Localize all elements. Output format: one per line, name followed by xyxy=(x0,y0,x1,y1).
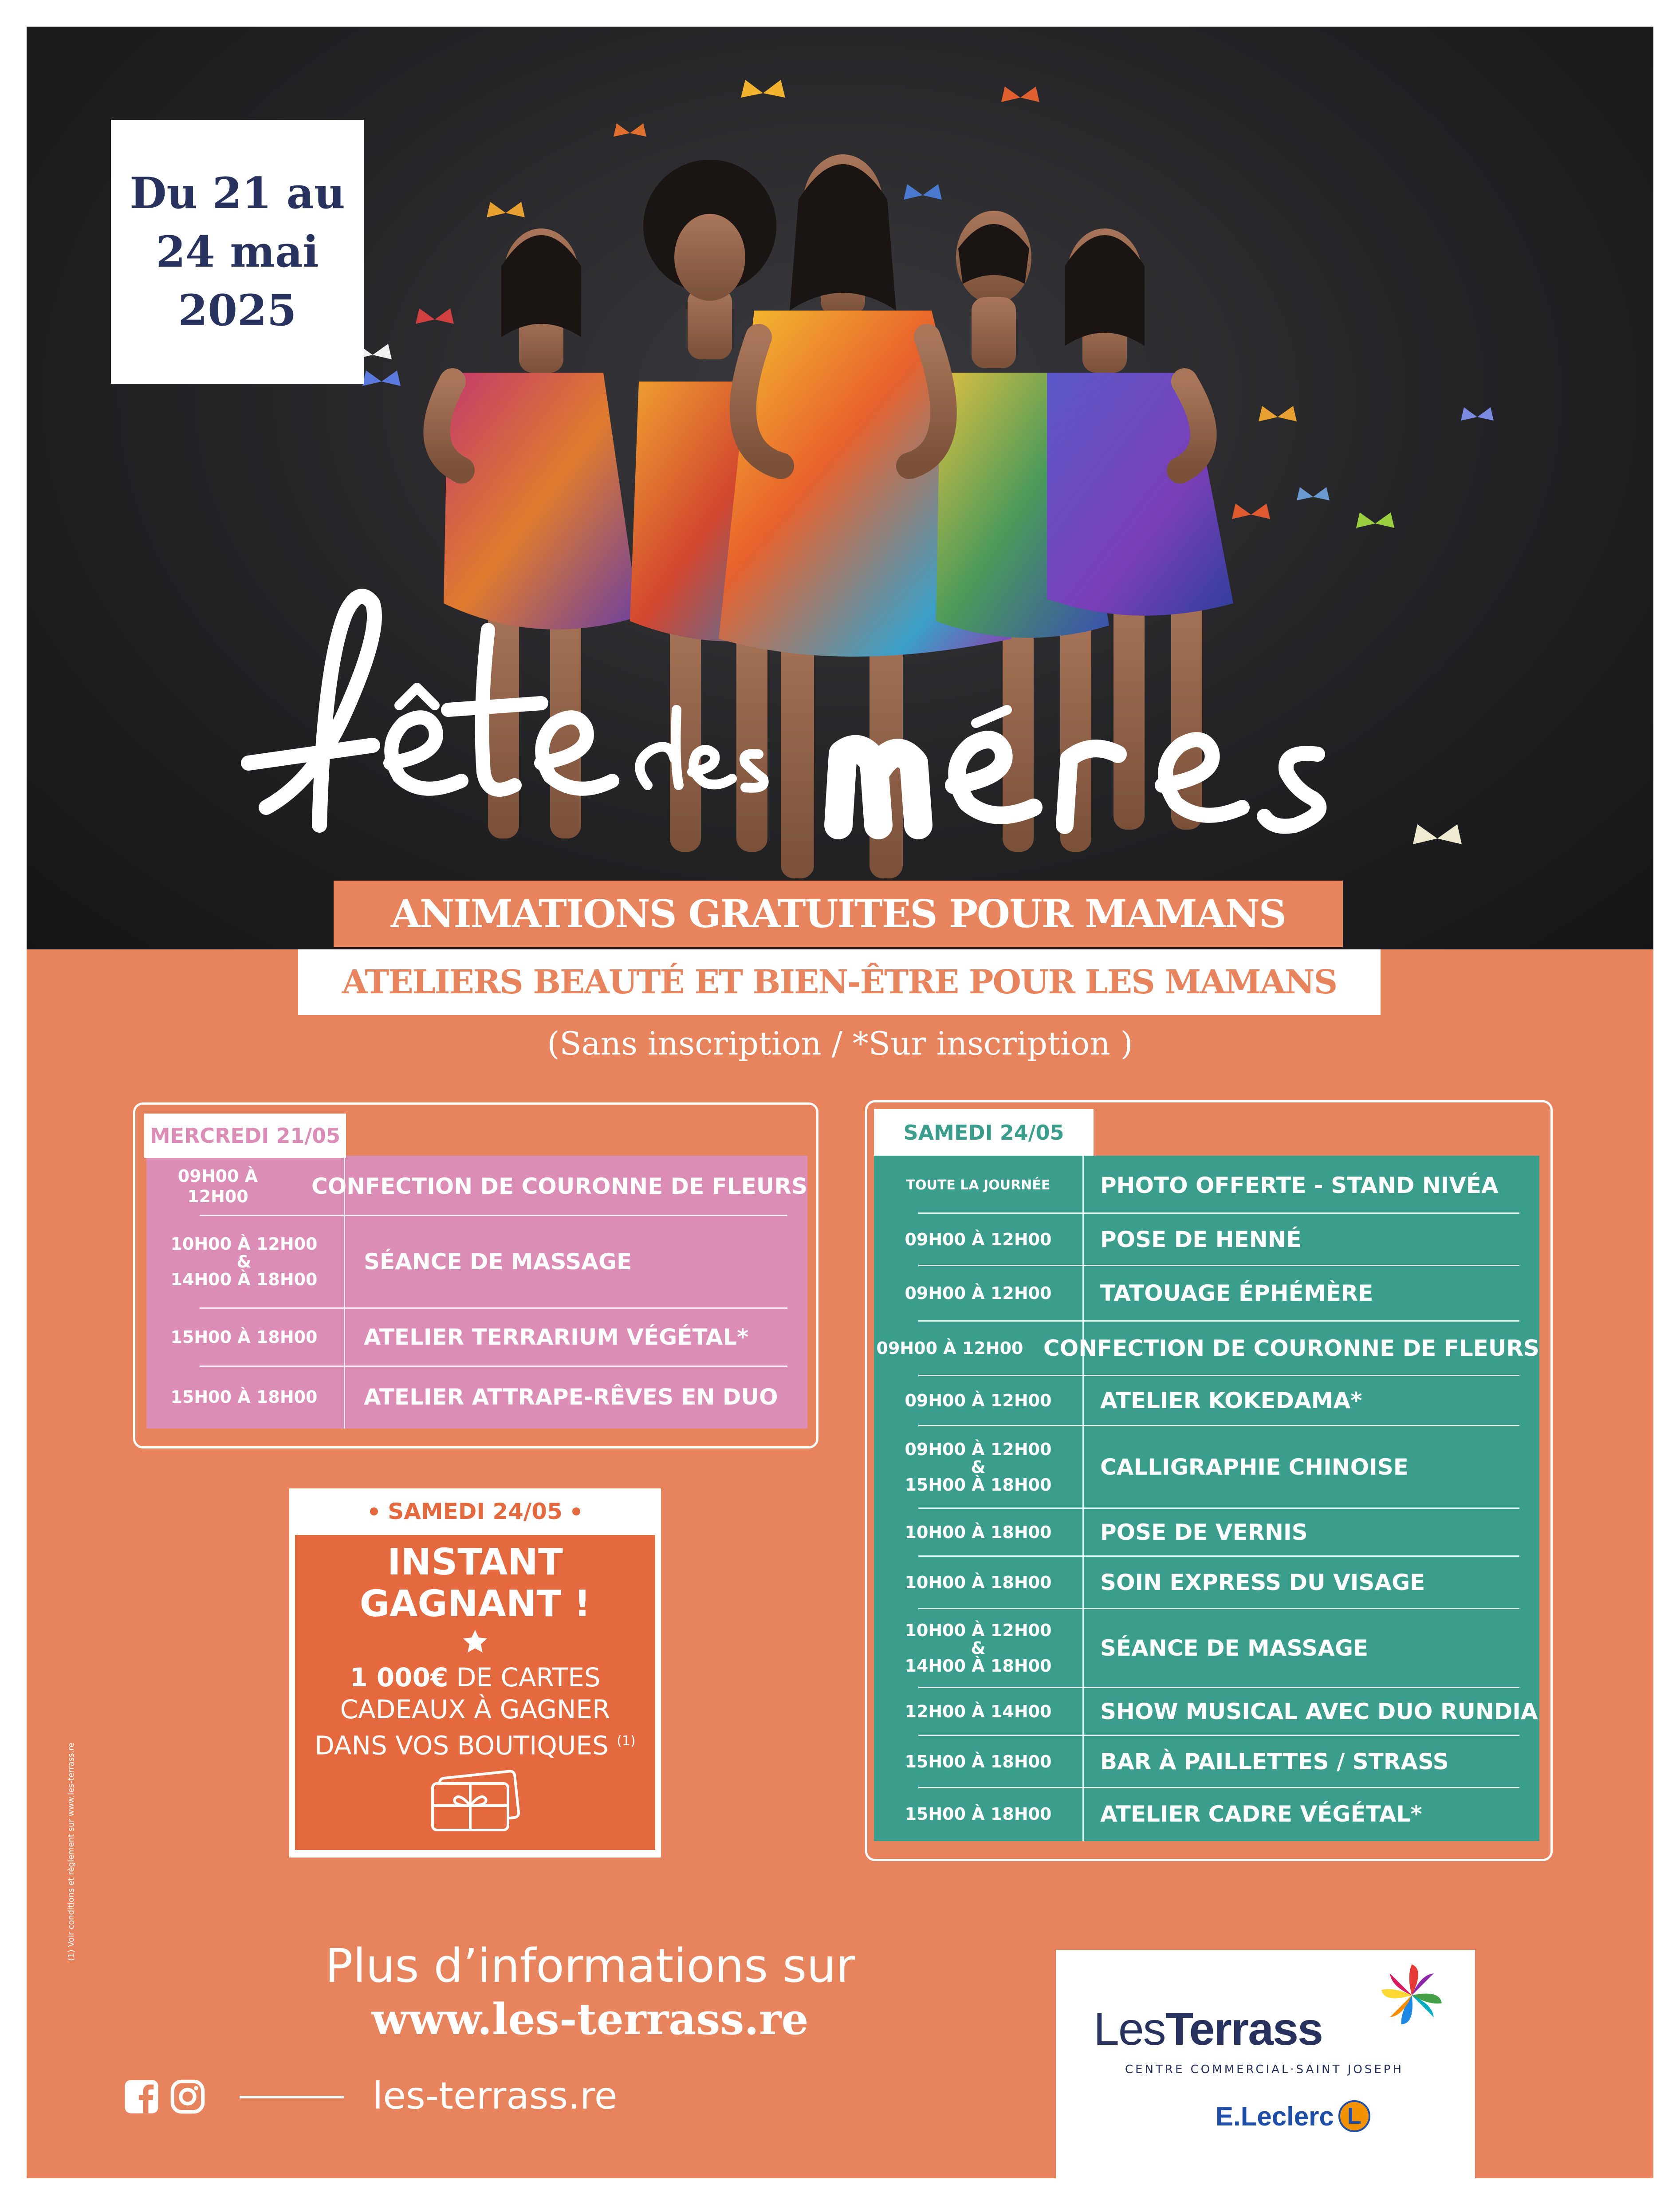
row-time: 15H00 À 18H00 xyxy=(170,1327,318,1347)
row-activity: ATELIER CADRE VÉGÉTAL* xyxy=(1100,1801,1422,1827)
row-time: TOUTE LA JOURNÉE xyxy=(906,1177,1050,1193)
row-activity: SÉANCE DE MASSAGE xyxy=(364,1249,632,1275)
registration-note: (Sans inscription / *Sur inscription ) xyxy=(547,1025,1133,1062)
social-separator-line xyxy=(240,2096,344,2098)
prize-text-line-1: DE CARTES xyxy=(456,1662,601,1692)
row-activity: SÉANCE DE MASSAGE xyxy=(1100,1635,1369,1661)
row-time: 09H00 À 12H00 xyxy=(876,1338,1023,1358)
bullet-dot xyxy=(572,1507,580,1515)
table-row xyxy=(146,1158,807,1215)
table-row xyxy=(874,1688,1539,1735)
legal-notice: (1) Voir conditions et règlement sur www.les-terrass.re xyxy=(67,1742,76,1961)
row-activity: ATELIER ATTRAPE-RÊVES EN DUO xyxy=(364,1384,778,1410)
row-time: 09H00 À 12H00 & 15H00 À 18H00 xyxy=(905,1439,1052,1495)
row-time: 15H00 À 18H00 xyxy=(170,1387,318,1407)
row-activity: TATOUAGE ÉPHÉMÈRE xyxy=(1100,1280,1373,1306)
facebook-icon[interactable] xyxy=(123,2078,160,2115)
table-row xyxy=(874,1557,1539,1608)
table-row xyxy=(146,1216,807,1307)
row-activity: ATELIER TERRARIUM VÉGÉTAL* xyxy=(364,1324,749,1350)
saturday-tab: SAMEDI 24/05 xyxy=(874,1109,1094,1156)
banner-secondary-text: ATELIERS BEAUTÉ ET BIEN-ÊTRE POUR LES MAMANS xyxy=(342,963,1337,1001)
table-row xyxy=(874,1376,1539,1425)
table-row xyxy=(146,1309,807,1366)
table-row xyxy=(874,1158,1539,1212)
row-activity: ATELIER KOKEDAMA* xyxy=(1100,1388,1362,1413)
instant-win-date-text: SAMEDI 24/05 xyxy=(388,1499,563,1524)
event-dates: Du 21 au 24 mai 2025 xyxy=(130,168,345,335)
row-activity: SOIN EXPRESS DU VISAGE xyxy=(1100,1569,1425,1595)
row-activity: CONFECTION DE COURONNE DE FLEURS xyxy=(1043,1335,1539,1361)
row-time: 09H00 À 12H00 xyxy=(177,1166,258,1206)
row-activity: PHOTO OFFERTE - STAND NIVÉA xyxy=(1100,1172,1499,1198)
gift-card-icon xyxy=(424,1770,526,1834)
row-time: 12H00 À 14H00 xyxy=(905,1701,1052,1721)
prize-text-line-3: DANS VOS BOUTIQUES xyxy=(315,1730,609,1761)
table-row xyxy=(874,1322,1539,1375)
instagram-icon[interactable] xyxy=(169,2078,206,2115)
row-time: 10H00 À 18H00 xyxy=(905,1572,1052,1592)
leclerc-wordmark: E.Leclerc xyxy=(1216,2101,1334,2131)
instant-win-description xyxy=(295,1661,655,1761)
row-activity: POSE DE HENNÉ xyxy=(1100,1226,1302,1252)
leclerc-l-icon: L xyxy=(1338,2100,1370,2132)
table-row xyxy=(146,1367,807,1427)
row-time: 10H00 À 18H00 xyxy=(905,1522,1052,1542)
row-time: 09H00 À 12H00 xyxy=(905,1283,1052,1303)
social-handle[interactable]: les-terrass.re xyxy=(373,2074,618,2117)
table-row xyxy=(874,1426,1539,1507)
instant-win-title: INSTANT GAGNANT ! xyxy=(359,1541,591,1625)
instant-win-date xyxy=(289,1496,661,1527)
table-row xyxy=(874,1266,1539,1320)
row-time: 15H00 À 18H00 xyxy=(905,1804,1052,1824)
table-row xyxy=(874,1609,1539,1687)
table-row xyxy=(874,1736,1539,1787)
row-time: 10H00 À 12H00 & 14H00 À 18H00 xyxy=(170,1234,318,1289)
row-time: 09H00 À 12H00 xyxy=(905,1391,1052,1410)
more-info-line: Plus d’informations sur xyxy=(325,1939,855,1993)
row-time: 09H00 À 12H00 xyxy=(905,1229,1052,1249)
wednesday-tab: MERCREDI 21/05 xyxy=(144,1114,346,1158)
row-time: 15H00 À 18H00 xyxy=(905,1751,1052,1771)
script-headline-fete-des-meres xyxy=(213,577,1544,932)
star-icon xyxy=(461,1628,489,1656)
prize-amount: 1 000€ xyxy=(350,1662,449,1692)
row-activity: BAR À PAILLETTES / STRASS xyxy=(1100,1748,1449,1775)
row-activity: CALLIGRAPHIE CHINOISE xyxy=(1100,1454,1409,1480)
row-time: 10H00 À 12H00 & 14H00 À 18H00 xyxy=(905,1620,1052,1676)
date-box xyxy=(111,120,364,384)
brand-wordmark xyxy=(1094,2003,1322,2056)
banner-free-animations xyxy=(334,881,1343,947)
table-row xyxy=(874,1788,1539,1839)
les-terrass-logo-box xyxy=(1056,1950,1475,2178)
banner-beauty-workshops xyxy=(298,949,1381,1015)
banner-primary-text: ANIMATIONS GRATUITES POUR MAMANS xyxy=(391,891,1286,937)
row-activity: CONFECTION DE COURONNE DE FLEURS xyxy=(311,1173,807,1199)
leclerc-logo xyxy=(1216,2096,1370,2136)
row-activity: POSE DE VERNIS xyxy=(1100,1519,1308,1545)
bullet-dot xyxy=(370,1507,378,1515)
table-row xyxy=(874,1214,1539,1265)
brand-word-les: Les xyxy=(1094,2003,1165,2055)
footnote-mark: (1) xyxy=(617,1733,636,1749)
pinwheel-logo-icon xyxy=(1380,1963,1444,2027)
website-link[interactable]: www.les-terrass.re xyxy=(371,1994,809,2044)
table-row xyxy=(874,1509,1539,1555)
brand-tagline: CENTRE COMMERCIAL·SAINT JOSEPH xyxy=(1125,2063,1404,2076)
prize-text-line-2: CADEAUX À GAGNER xyxy=(340,1694,610,1724)
row-activity: SHOW MUSICAL AVEC DUO RUNDIA xyxy=(1100,1698,1538,1724)
brand-word-terrass: Terrass xyxy=(1165,2003,1322,2055)
